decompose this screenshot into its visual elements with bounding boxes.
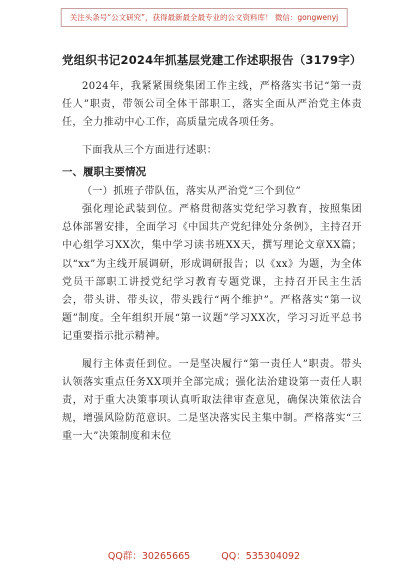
subsection-heading: （一）抓班子带队伍，落实从严治党“三个到位” bbox=[82, 185, 302, 197]
document-body bbox=[62, 52, 362, 447]
document-title: 党组织书记2024年抓基层党建工作述职报告（3179字） bbox=[62, 53, 362, 67]
paragraph: 履行主体责任到位。一是坚决履行“第一责任人”职责。带头认领落实重点任务XX项并全部完成；强化法治建设第一责任人职责，对于重大决策事项认真听取法律审查意见，确保决策依法合规，增强风险防范意识。二是坚决落实民主集中制。严格落实“三重一大”决策制度和末位 bbox=[62, 358, 362, 443]
section-heading: 一、履职主要情况 bbox=[62, 165, 146, 178]
footer-contact bbox=[0, 548, 408, 562]
paragraph: 下面我从三个方面进行述职： bbox=[82, 144, 218, 156]
paragraph: 2024年，我紧紧围绕集团工作主线，严格落实书记“第一责任人”职责，带领公司全体干部职工，落实全面从严治党主体责任，全力推动中心工作，高质量完成各项任务。 bbox=[62, 81, 362, 129]
qq-group: QQ群：30265665 bbox=[107, 551, 191, 562]
qq-number: QQ：535304092 bbox=[221, 551, 301, 562]
header-banner: 关注头条号“公文研究”，获得最新最全最专业的公文资料库！ 微信：gongwenyj bbox=[61, 8, 348, 27]
paragraph: 强化理论武装到位。严格贯彻落实党纪学习教育，按照集团总体部署安排，全面学习《中国共产党纪律处分条例》，主持召开中心组学习XX次，集中学习读书班XX天，撰写理论文章XX篇；以“xx”为主线开展调研，形成调研报告；以《xx》为题，为全体党员干部职工讲授党纪学习教育专题党课，主持召开民主生活会，带头讲、带头议，带头践行“两个维护”。严格落实“第一议题”制度。全年组织开展“第一议题”学习XX次，学习习近平总书记重要指示批示精神。 bbox=[62, 204, 362, 343]
